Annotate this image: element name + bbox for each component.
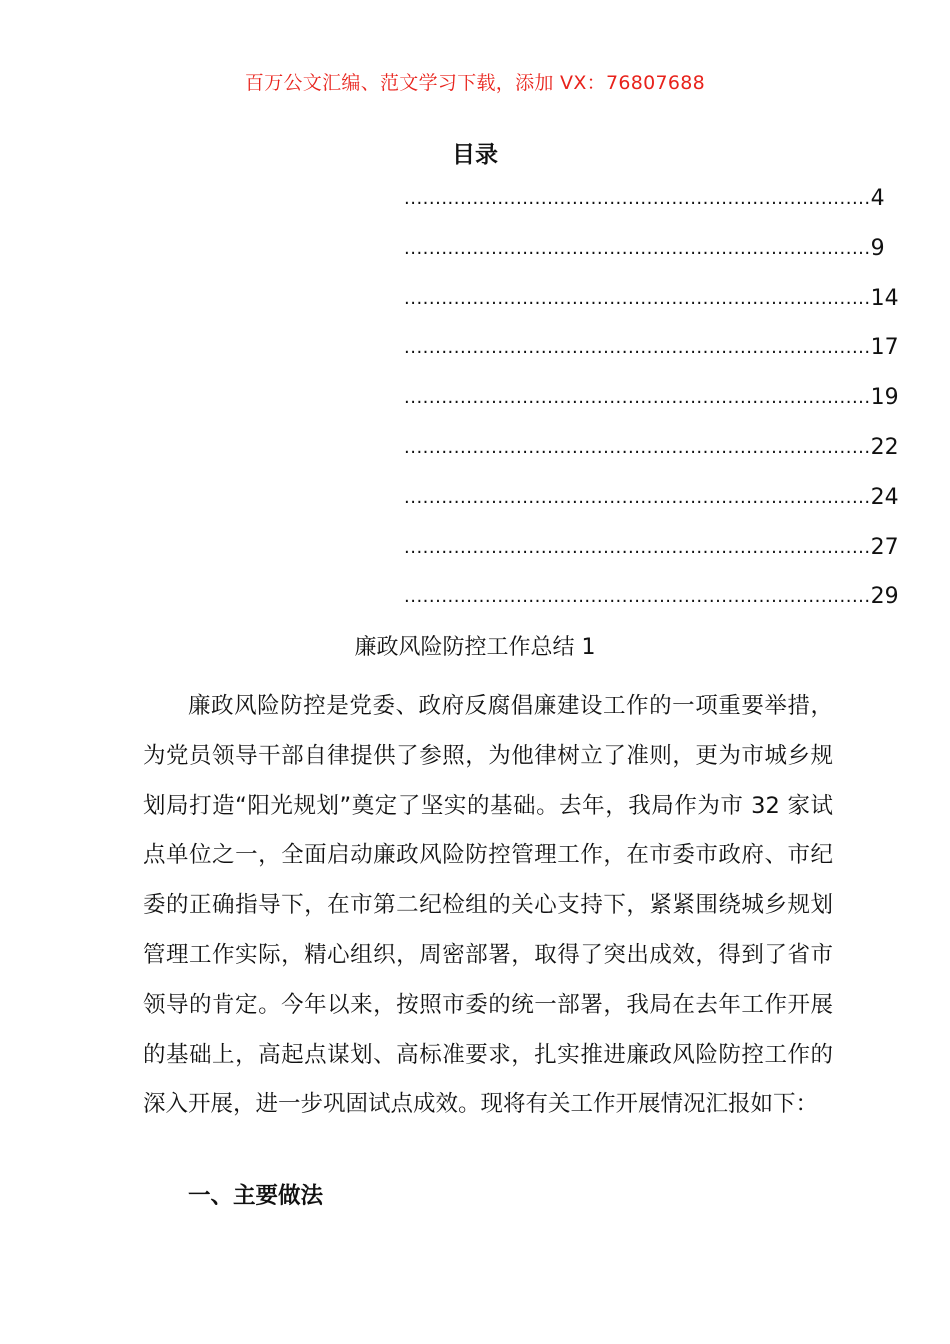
- toc-leader-dots: ...........................................................................: [404, 387, 871, 409]
- toc-entry[interactable]: [404, 284, 899, 334]
- toc-leader-dots: ...........................................................................: [404, 237, 871, 259]
- toc-page-number: 22: [870, 434, 899, 460]
- toc-entry[interactable]: [404, 533, 899, 583]
- toc-entry[interactable]: [404, 333, 899, 383]
- toc-page-number: 4: [870, 186, 885, 211]
- toc-leader-dots: ...........................................................................: [404, 586, 871, 608]
- toc-entry[interactable]: [404, 433, 899, 483]
- toc-entry[interactable]: [404, 234, 885, 284]
- toc-entry[interactable]: [404, 184, 885, 234]
- toc-page-number: 24: [870, 484, 899, 510]
- toc-page-number: 17: [870, 335, 899, 361]
- toc-title: 目录: [452, 142, 498, 168]
- toc-page-number: 14: [870, 285, 899, 311]
- section-heading: 一、主要做法: [188, 1183, 324, 1209]
- toc-page-number: 9: [870, 235, 885, 261]
- toc-page-number: 29: [870, 584, 899, 610]
- toc-leader-dots: ...........................................................................: [404, 188, 871, 209]
- document-title: 廉政风险防控工作总结 1: [354, 635, 596, 660]
- toc-leader-dots: ...........................................................................: [404, 536, 871, 558]
- toc-page-number: 19: [870, 385, 899, 411]
- toc-entry[interactable]: [404, 582, 899, 632]
- toc-entry[interactable]: [404, 383, 899, 433]
- toc-leader-dots: ...........................................................................: [404, 337, 871, 359]
- header-promo-note: 百万公文汇编、范文学习下载，添加 VX：76807688: [244, 72, 706, 94]
- toc-leader-dots: ...........................................................................: [404, 436, 871, 458]
- toc-leader-dots: ...........................................................................: [404, 287, 871, 309]
- toc-leader-dots: ...........................................................................: [404, 486, 871, 508]
- body-paragraph: 廉政风险防控是党委、政府反腐倡廉建设工作的一项重要举措，为党员领导干部自律提供了参照，为他律树立了准则，更为市城乡规划局打造“阳光规划”奠定了坚实的基础。去年，我局作为市 32 家试点单位之一，全面启动廉政风险防控管理工作，在市委市政府、市纪委的正确指导下，在市第二纪检组的关心支持下，紧紧围绕城乡规划管理工作实际，精心组织，周密部署，取得了突出成效，得到了省市领导的肯定。今年以来，按照市委的统一部署，我局在去年工作开展的基础上，高起点谋划、高标准要求，扎实推进廉政风险防控工作的深入开展，进一步巩固试点成效。现将有关工作开展情况汇报如下：: [143, 693, 833, 1118]
- toc-entry[interactable]: [404, 483, 899, 533]
- toc-page-number: 27: [870, 534, 899, 560]
- toc-list: [404, 184, 899, 632]
